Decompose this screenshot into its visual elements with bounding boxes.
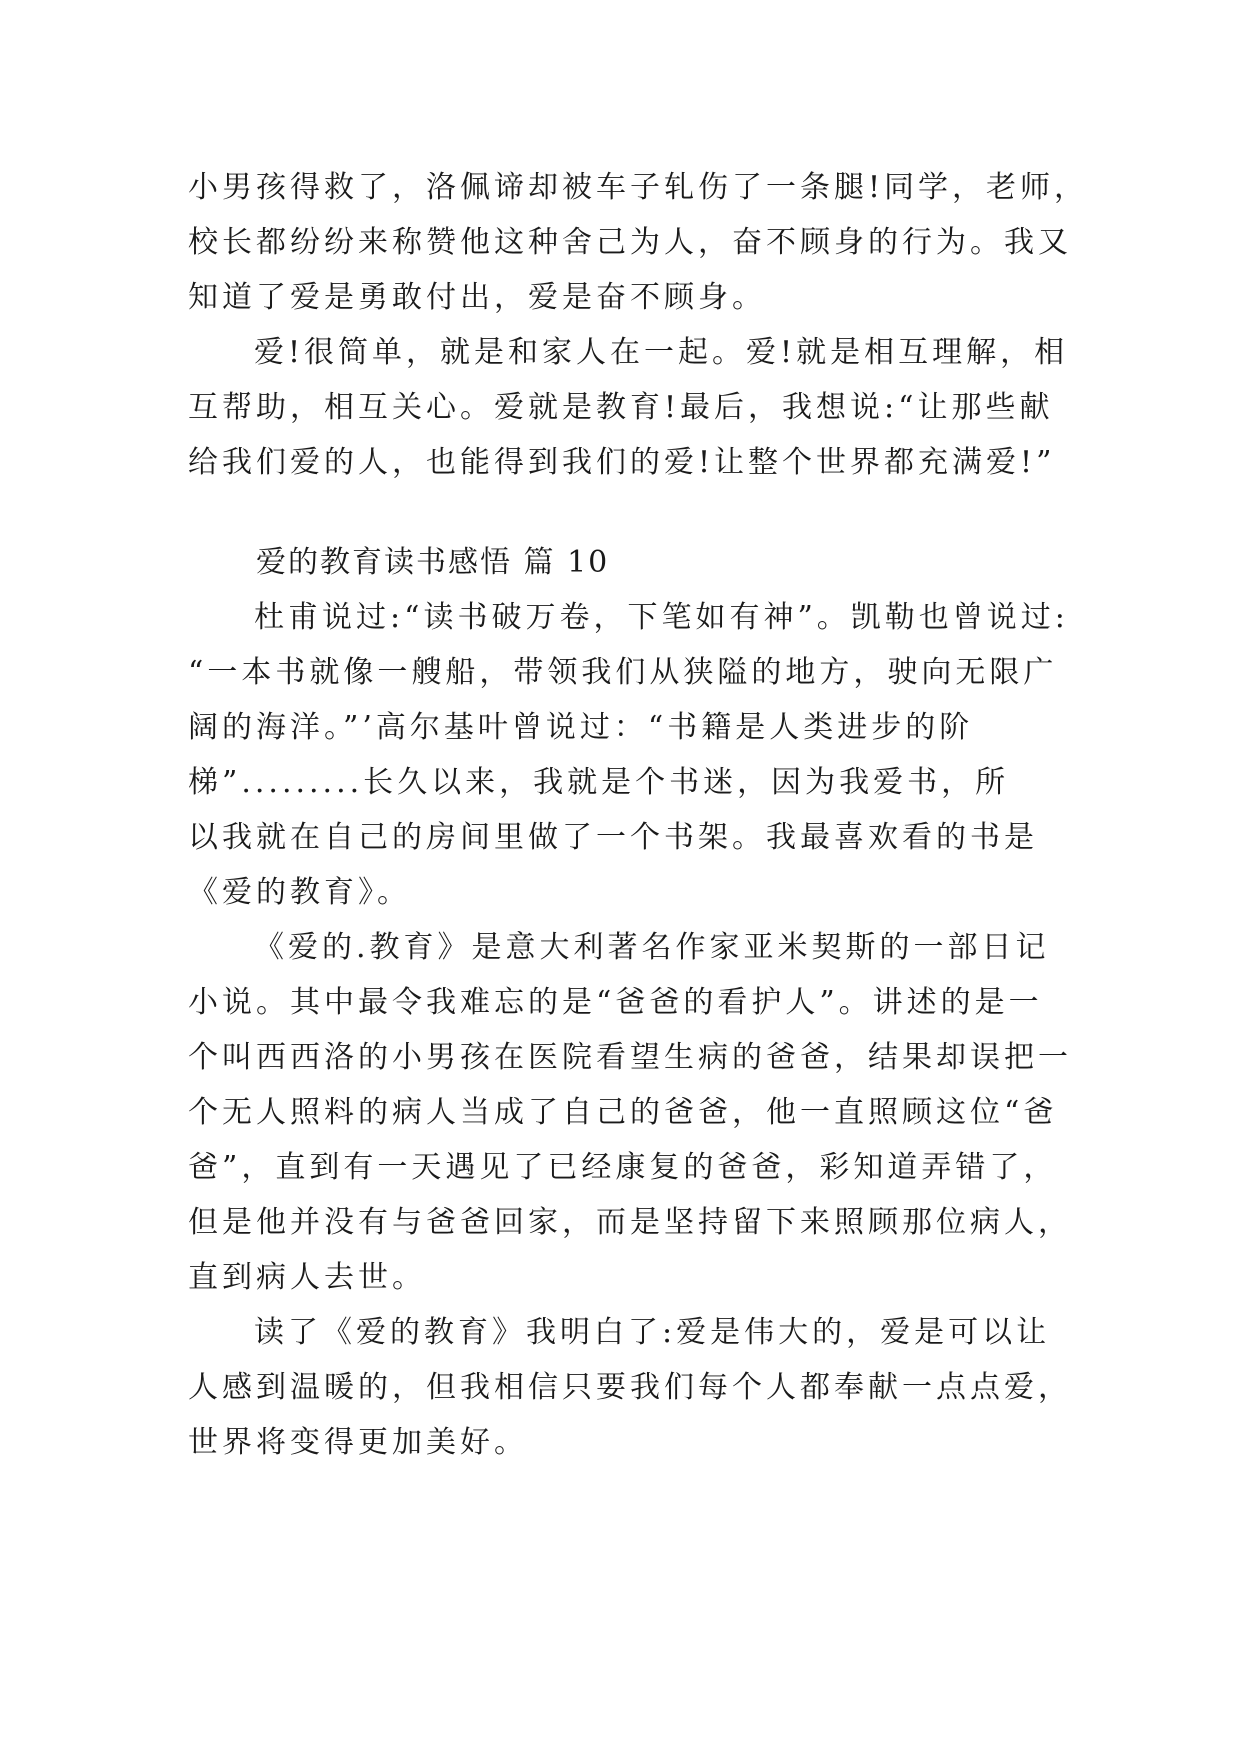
paragraph-line: 但是他并没有与爸爸回家，而是坚持留下来照顾那位病人， xyxy=(188,1205,1072,1240)
paragraph-line: 小说。其中最令我难忘的是“爸爸的看护人”。讲述的是一 xyxy=(188,985,1043,1020)
section-title: 爱的教育读书感悟 篇 10 xyxy=(256,545,610,580)
paragraph-line: 《爱的教育》。 xyxy=(188,875,411,910)
paragraph-line: 人感到温暖的，但我相信只要我们每个人都奉献一点点爱， xyxy=(188,1370,1072,1405)
paragraph-line: 个无人照料的病人当成了自己的爸爸，他一直照顾这位“爸 xyxy=(188,1095,1058,1130)
paragraph-line: 给我们爱的人，也能得到我们的爱!让整个世界都充满爱!” xyxy=(188,445,1056,480)
paragraph-line: 直到病人去世。 xyxy=(188,1260,426,1295)
paragraph-line: 互帮助，相互关心。爱就是教育!最后，我想说:“让那些献 xyxy=(188,390,1054,425)
paragraph-line: 个叫西西洛的小男孩在医院看望生病的爸爸，结果却误把一 xyxy=(188,1040,1072,1075)
paragraph-line: 以我就在自己的房间里做了一个书架。我最喜欢看的书是 xyxy=(188,820,1038,855)
paragraph-line: 小男孩得救了，洛佩谛却被车子轧伤了一条腿!同学，老师， xyxy=(188,170,1089,205)
paragraph-line: 《爱的.教育》是意大利著名作家亚米契斯的一部日记 xyxy=(254,930,1050,965)
paragraph-line: 世界将变得更加美好。 xyxy=(188,1425,528,1460)
paragraph-line: 读了《爱的教育》我明白了:爱是伟大的，爱是可以让 xyxy=(254,1315,1051,1350)
paragraph-line: “一本书就像一艘船，带领我们从狭隘的地方，驶向无限广 xyxy=(188,655,1058,690)
paragraph-line: 校长都纷纷来称赞他这种舍己为人，奋不顾身的行为。我又 xyxy=(188,225,1072,260)
paragraph-line: 爸”，直到有一天遇见了已经康复的爸爸，彩知道弄错了， xyxy=(188,1150,1058,1185)
paragraph-line: 阔的海洋。”’高尔基叶曾说过：“书籍是人类进步的阶 xyxy=(188,710,974,745)
paragraph-line: 杜甫说过:“读书破万卷，下笔如有神”。凯勒也曾说过: xyxy=(254,600,1069,635)
paragraph-line: 爱!很简单，就是和家人在一起。爱!就是相互理解，相 xyxy=(254,335,1069,370)
paragraph-line: 梯”.........长久以来，我就是个书迷，因为我爱书，所 xyxy=(188,765,1010,800)
paragraph-line: 知道了爱是勇敢付出，爱是奋不顾身。 xyxy=(188,280,766,315)
